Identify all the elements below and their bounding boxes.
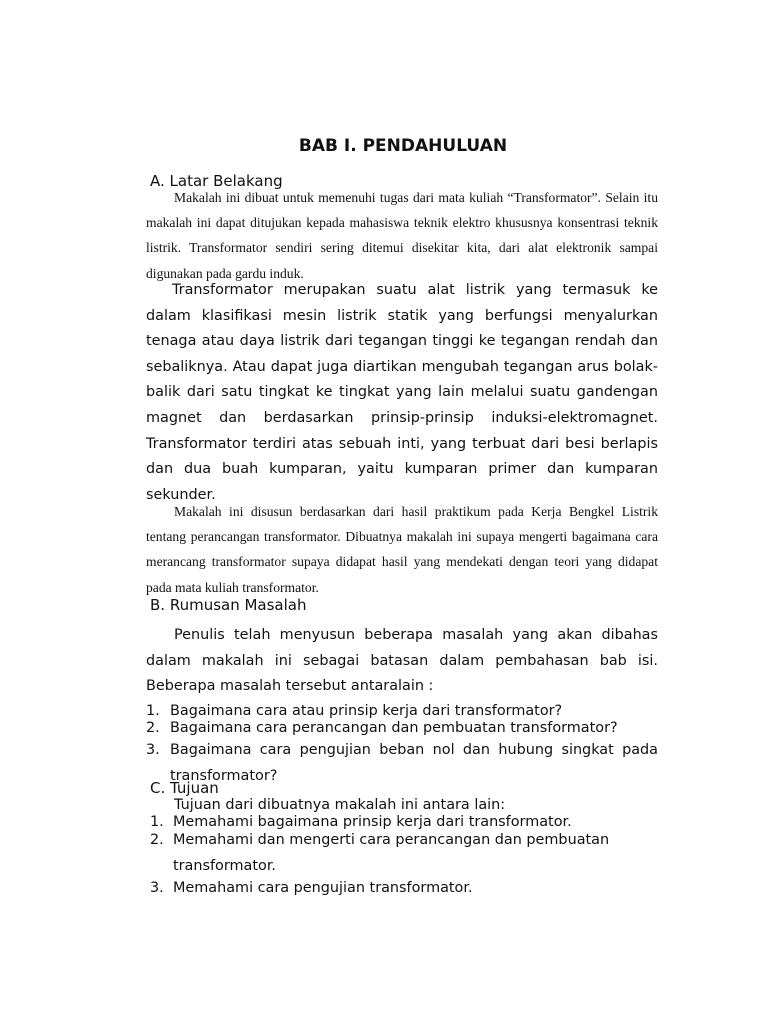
paragraph-latar-belakang-2: Transformator merupakan suatu alat listrik yang termasuk ke dalam klasifikasi mesin listrik statik yang berfungsi menyalurkan tenaga atau daya listrik dari tegangan tinggi ke tegangan rendah dan sebaliknya. Atau dapat juga diartikan mengubah tegangan arus bolak-balik dari satu tingkat ke tingkat yang lain melalui suatu gandengan magnet dan berdasarkan prinsip-prinsip induksi-elektromagnet. Transformator terdiri atas sebuah inti, yang terbuat dari besi berlapis dan dua buah kumparan, yaitu kumparan primer dan kumparan sekunder.: [146, 282, 658, 503]
rumusan-masalah-list: [146, 703, 658, 789]
heading-tujuan: C. Tujuan: [150, 779, 219, 797]
list-item: [146, 827, 658, 879]
list-item-text: Memahami bagaimana prinsip kerja dari transformator.: [173, 814, 572, 830]
list-item-text: Bagaimana cara pengujian beban nol dan hubung singkat pada transformator?: [170, 742, 658, 784]
list-item-number: 2.: [150, 832, 164, 848]
list-item: [146, 703, 658, 720]
paragraph-rumusan-masalah: Penulis telah menyusun beberapa masalah yang akan dibahas dalam makalah ini sebagai batasan dalam pembahasan bab isi. Beberapa masalah tersebut antaralain :: [146, 627, 658, 695]
list-item-text: Memahami dan mengerti cara perancangan dan pembuatan transformator.: [173, 832, 610, 874]
tujuan-list: [146, 814, 658, 897]
list-item: [146, 720, 658, 737]
list-item-number: 2.: [146, 720, 160, 736]
page-title: BAB I. PENDAHULUAN: [298, 136, 508, 156]
list-item-text: Memahami cara pengujian transformator.: [173, 880, 473, 896]
paragraph-latar-belakang-1: Makalah ini dibuat untuk memenuhi tugas dari mata kuliah “Transformator”. Selain itu makalah ini dapat ditujukan kepada mahasiswa teknik elektro khususnya konsentrasi teknik listrik. Transformator sendiri sering ditemui disekitar kita, dari alat elektronik sampai digunakan pada gardu induk.: [146, 190, 658, 281]
list-item: [146, 737, 658, 789]
list-item-number: 1.: [150, 814, 164, 830]
list-item-number: 3.: [146, 742, 160, 758]
paragraph-tujuan: Tujuan dari dibuatnya makalah ini antara lain:: [174, 797, 506, 813]
list-item-text: Bagaimana cara atau prinsip kerja dari transformator?: [170, 703, 563, 719]
list-item-number: 3.: [150, 880, 164, 896]
heading-latar-belakang: A. Latar Belakang: [150, 172, 283, 190]
list-item: [146, 879, 658, 897]
heading-rumusan-masalah: B. Rumusan Masalah: [150, 596, 307, 614]
list-item-number: 1.: [146, 703, 160, 719]
list-item-text: Bagaimana cara perancangan dan pembuatan transformator?: [170, 720, 618, 736]
paragraph-latar-belakang-3: Makalah ini disusun berdasarkan dari hasil praktikum pada Kerja Bengkel Listrik tentang perancangan transformator. Dibuatnya makalah ini supaya mengerti bagaimana cara merancang transformator supaya didapat hasil yang mendekati dengan teori yang didapat pada mata kuliah transformator.: [146, 504, 658, 595]
